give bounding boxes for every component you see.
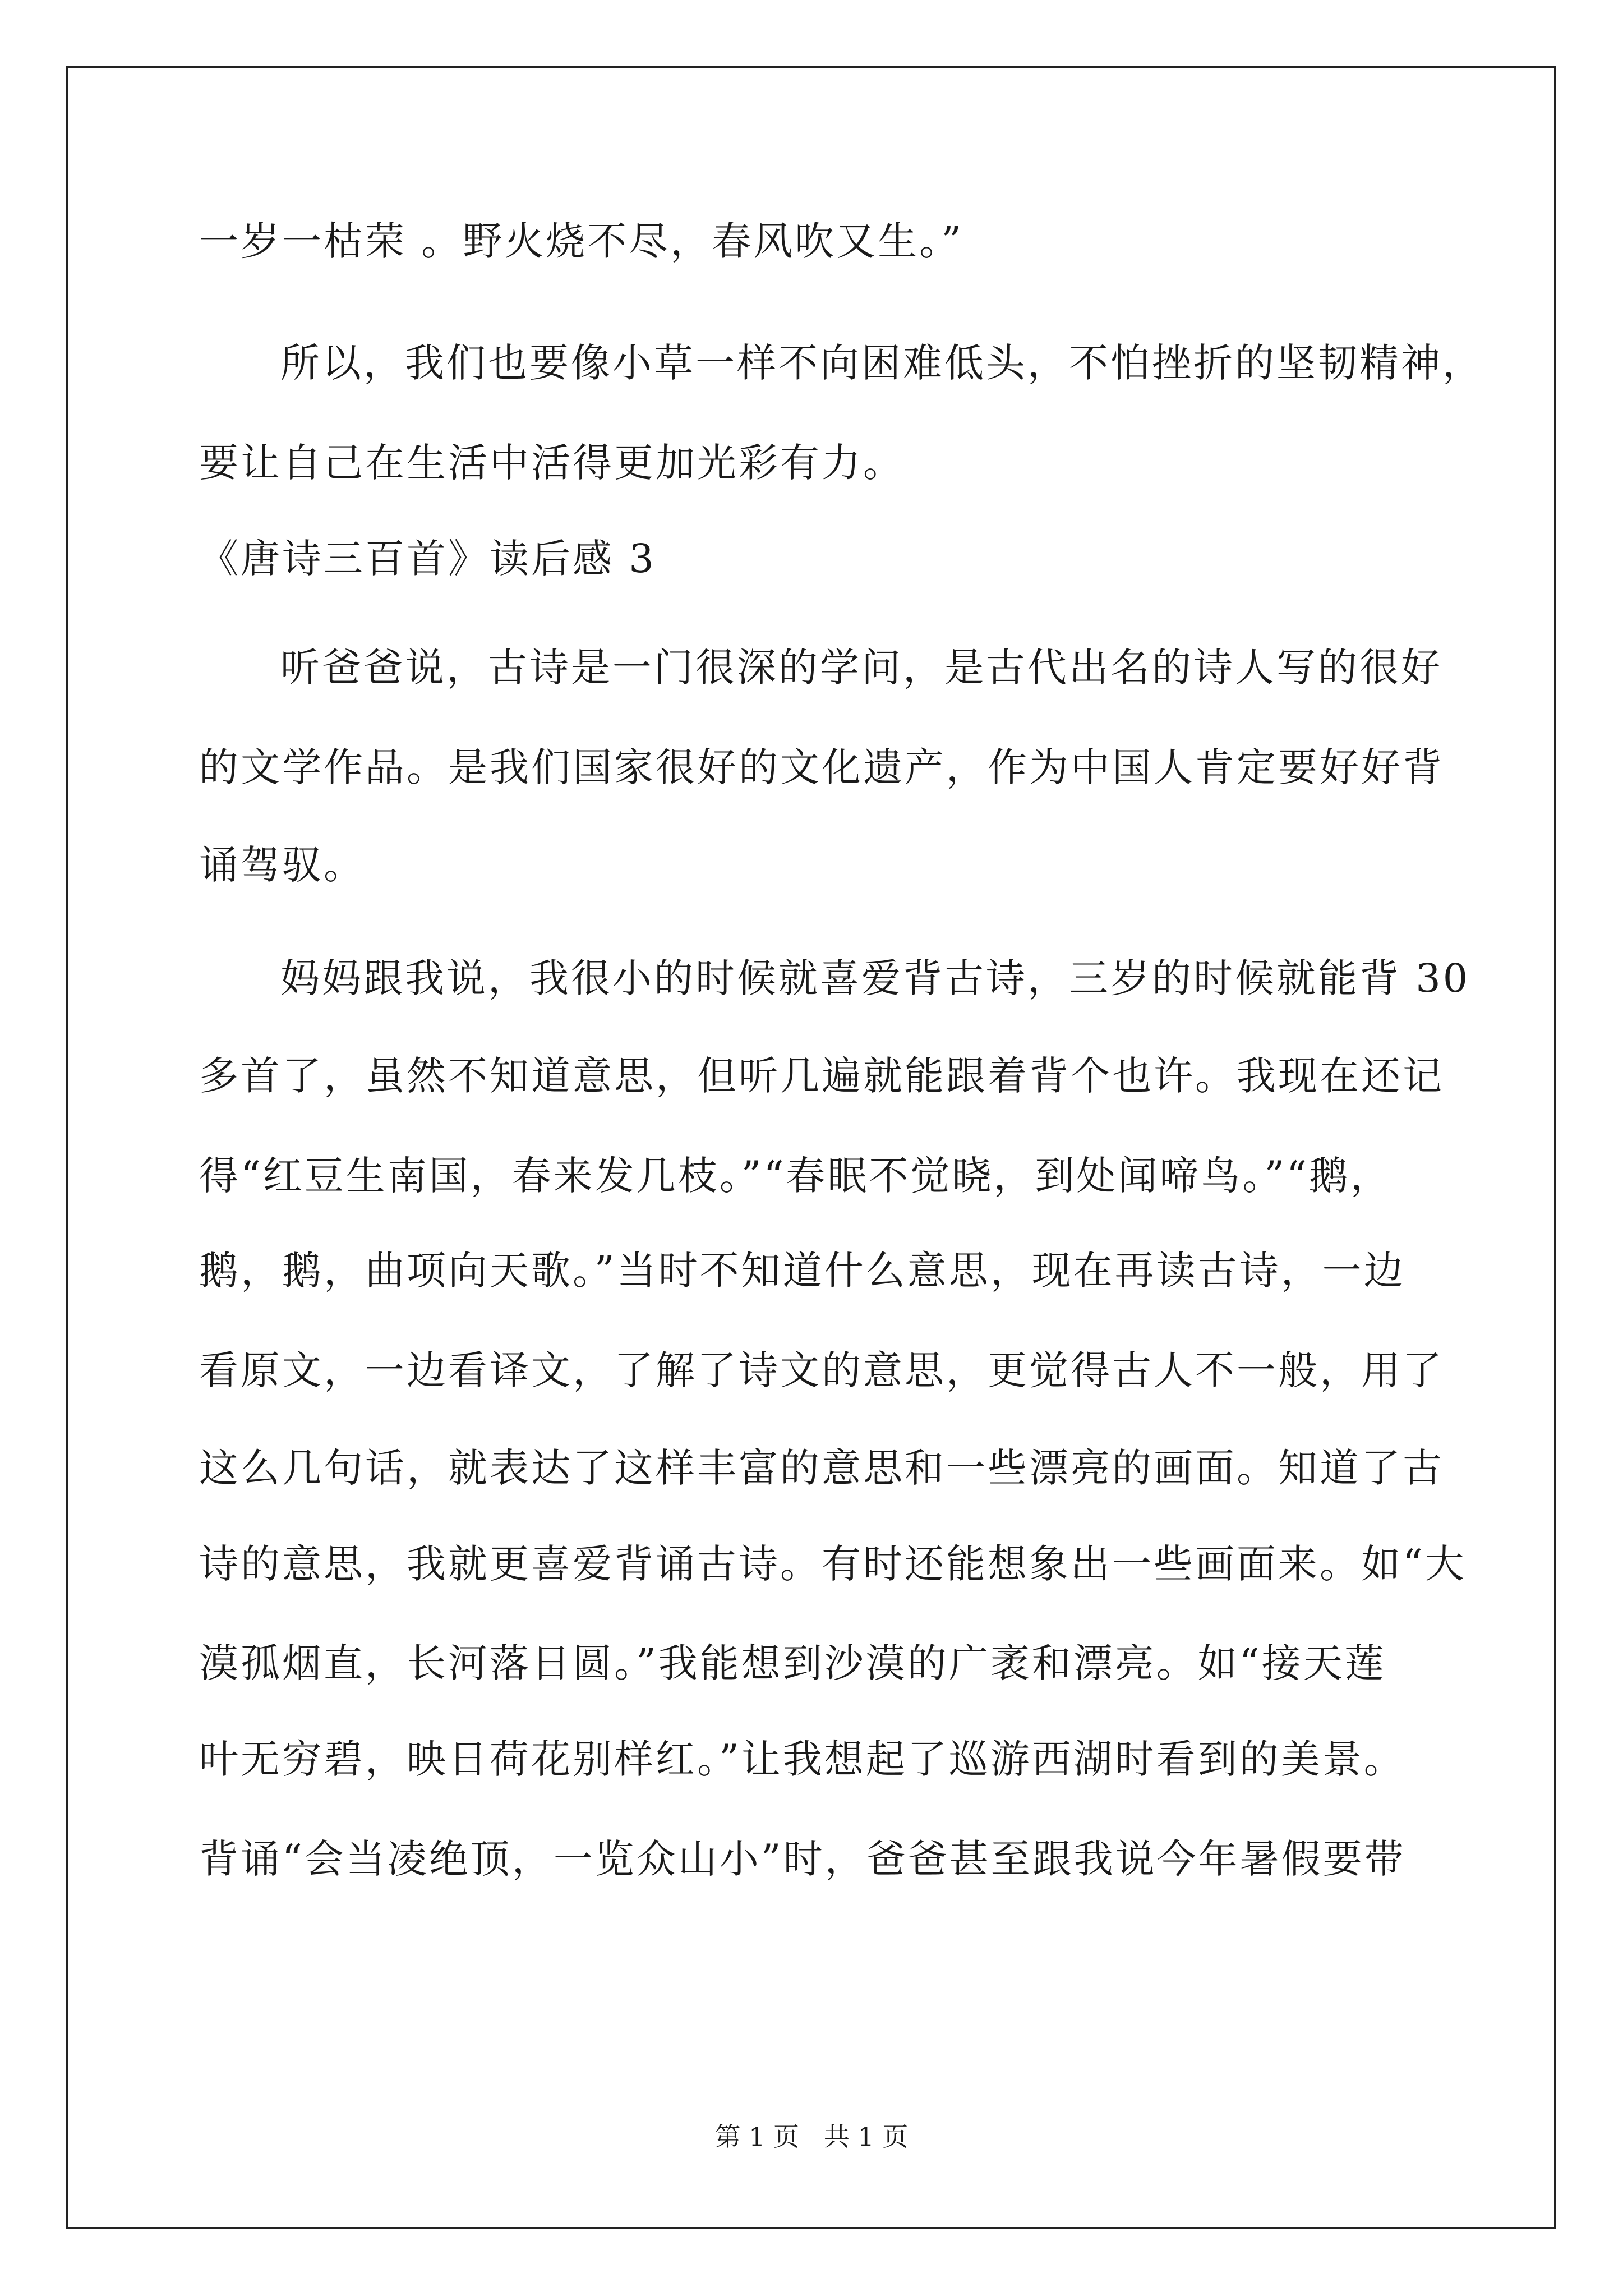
- text-line: 背诵“会当凌绝顶，一览众山小”时，爸爸甚至跟我说今年暑假要带: [199, 1836, 1406, 1882]
- paragraph-start-line: 听爸爸说，古诗是一门很深的学问，是古代出名的诗人写的很好: [280, 645, 1442, 691]
- section-heading: 《唐诗三百首》读后感 3: [199, 536, 656, 582]
- text-line: 一岁一枯荣 。野火烧不尽，春风吹又生。”: [199, 218, 964, 264]
- text-line: 这么几句话，就表达了这样丰富的意思和一些漂亮的画面。知道了古: [199, 1445, 1444, 1491]
- text-line: 鹅，鹅，曲项向天歌。”当时不知道什么意思，现在再读古诗，一边: [199, 1248, 1405, 1294]
- text-line: 的文学作品。是我们国家很好的文化遗产，作为中国人肯定要好好背: [199, 744, 1444, 790]
- paragraph-start-line: 所以，我们也要像小草一样不向困难低头，不怕挫折的坚韧精神，: [280, 340, 1484, 386]
- text-line: 诵驾驭。: [199, 842, 365, 888]
- text-line: 得“红豆生南国，春来发几枝。”“春眠不觉晓，到处闻啼鸟。”“鹅，: [199, 1153, 1392, 1199]
- page-number-footer: 第 1 页 共 1 页: [714, 2122, 909, 2152]
- paragraph-start-line: 妈妈跟我说，我很小的时候就喜爱背古诗，三岁的时候就能背 30: [280, 955, 1470, 1001]
- text-line: 要让自己在生活中活得更加光彩有力。: [199, 440, 905, 486]
- text-line: 叶无穷碧，映日荷花别样红。”让我想起了巡游西湖时看到的美景。: [199, 1736, 1405, 1782]
- text-line: 漠孤烟直，长河落日圆。”我能想到沙漠的广袤和漂亮。如“接天莲: [199, 1640, 1386, 1686]
- text-line: 看原文，一边看译文，了解了诗文的意思，更觉得古人不一般，用了: [199, 1347, 1444, 1393]
- page-border: [66, 66, 1556, 2229]
- text-line: 诗的意思，我就更喜爱背诵古诗。有时还能想象出一些画面来。如“大: [199, 1541, 1467, 1587]
- text-line: 多首了，虽然不知道意思，但听几遍就能跟着背个也许。我现在还记: [199, 1053, 1444, 1099]
